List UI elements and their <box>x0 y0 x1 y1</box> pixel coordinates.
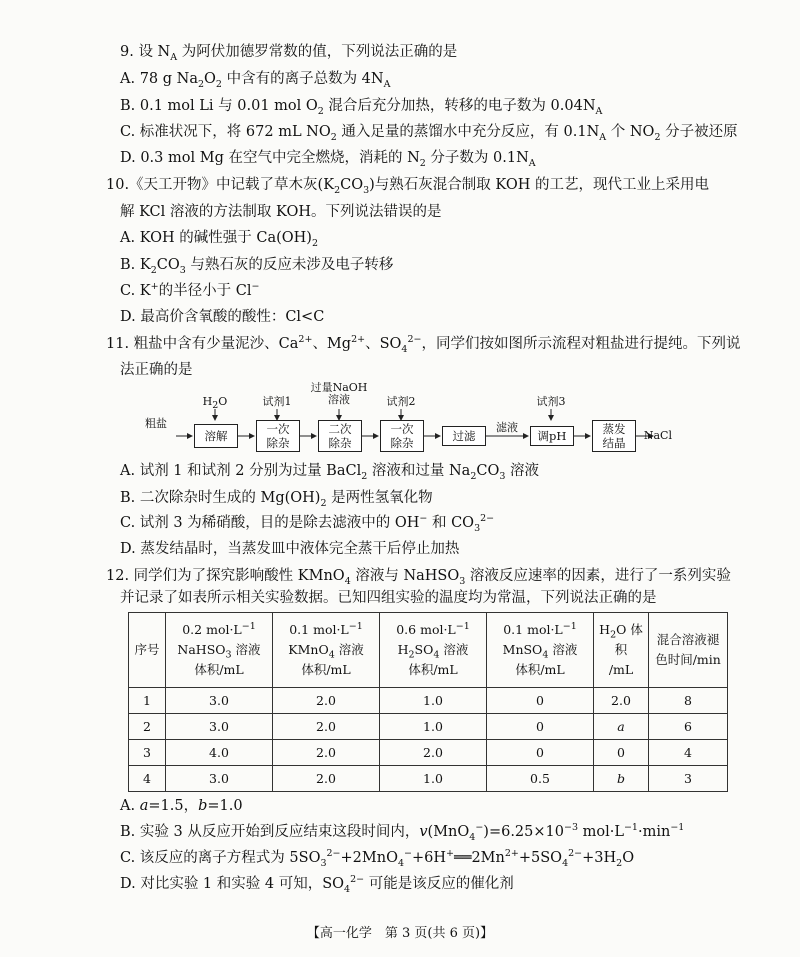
reagent-2: 试剂2 <box>386 395 416 408</box>
table-cell: 1 <box>129 688 166 714</box>
table-cell: 0 <box>487 714 594 740</box>
header-fade-time: 混合溶液褪 色时间/min <box>649 613 728 688</box>
q12-option-b: B. 实验 3 从反应开始到反应结束这段时间内，$v(MnO_4^-)=6.25\times 10^{-3}$ $mol\cdot L^{-1}\cdot\min^{-1}$ <box>120 822 685 843</box>
table-header-row <box>129 613 728 688</box>
table-cell: 1.0 <box>380 714 487 740</box>
q10-option-d: D. 最高价含氧酸的酸性：Cl<C <box>120 309 325 325</box>
table-cell: 2 <box>129 714 166 740</box>
page-footer: 【高一化学 第 3 页(共 6 页)】 <box>306 926 494 941</box>
reagent-water: $H_2O$ <box>202 395 228 412</box>
reagent-1: 试剂1 <box>262 395 292 408</box>
table-cell: 0.5 <box>487 766 594 792</box>
reagent-3: 试剂3 <box>536 395 566 408</box>
flow-box-second-purify: 二次 除杂 <box>318 420 362 452</box>
table-cell: 2.0 <box>273 740 380 766</box>
flow-input-label: 粗盐 <box>145 417 167 430</box>
header-nahso3: 0.2 $mol\cdot L^{-1}$ NaHSO$_3$ 溶液 体积/mL <box>166 613 273 688</box>
table-cell: 2.0 <box>273 688 380 714</box>
table-cell: 3.0 <box>166 766 273 792</box>
flow-box-evaporate: 蒸发 结晶 <box>592 420 636 452</box>
experiment-data-table <box>128 612 728 792</box>
flow-output-label: NaCl <box>643 429 672 442</box>
q9-option-d: D. 0.3 mol Mg 在空气中完全燃烧，消耗的 $N_2$ 分子数为 $0.1N_A$ <box>120 150 536 169</box>
q10-option-a: A. KOH 的碱性强于 $Ca(OH)_2$ <box>120 230 319 249</box>
flow-box-adjust-ph: 调pH <box>530 426 574 446</box>
table-row <box>129 740 728 766</box>
q9-option-c: C. 标准状况下，将 672 mL $NO_2$ 通入足量的蒸馏水中充分反应，有 $0.1N_A$ 个 $NO_2$ 分子被还原 <box>120 124 738 143</box>
header-mnso4: 0.1 $mol\cdot L^{-1}$ MnSO$_4$ 溶液 体积/mL <box>487 613 594 688</box>
table-cell: 0 <box>594 740 649 766</box>
q10-stem-line2: 解 KCl 溶液的方法制取 KOH。下列说法错误的是 <box>120 204 442 220</box>
q9-option-b: B. 0.1 mol Li 与 0.01 mol $O_2$ 混合后充分加热，转移的电子数为 $0.04N_A$ <box>120 98 603 117</box>
header-h2so4: 0.6 $mol\cdot L^{-1}$ $H_2SO_4$ 溶液 体积/mL <box>380 613 487 688</box>
table-cell: 2.0 <box>273 766 380 792</box>
q10-option-b: B. $K_2CO_3$ 与熟石灰的反应未涉及电子转移 <box>120 257 394 276</box>
table-cell: 2.0 <box>380 740 487 766</box>
table-cell: 6 <box>649 714 728 740</box>
header-kmno4: 0.1 $mol\cdot L^{-1}$ KMnO$_4$ 溶液 体积/mL <box>273 613 380 688</box>
table-cell: b <box>594 766 649 792</box>
q11-option-d: D. 蒸发结晶时，当蒸发皿中液体完全蒸干后停止加热 <box>120 541 460 557</box>
table-cell: 4 <box>649 740 728 766</box>
table-cell: 4 <box>129 766 166 792</box>
flow-box-filter: 过滤 <box>442 426 486 446</box>
q12-stem-line2: 并记录了如表所示相关实验数据。已知四组实验的温度均为常温，下列说法正确的是 <box>120 590 657 606</box>
table-row <box>129 766 728 792</box>
table-cell: 1.0 <box>380 688 487 714</box>
table-cell: 3.0 <box>166 714 273 740</box>
q12-option-d: D. 对比实验 1 和实验 4 可知，$SO_4^{2-}$ 可能是该反应的催化剂 <box>120 874 514 895</box>
reagent-naoh: 过量NaOH 溶液 <box>310 381 368 406</box>
q11-option-a: A. 试剂 1 和试剂 2 分别为过量 BaCl$_2$ 溶液和过量 $Na_2CO_3$ 溶液 <box>120 463 540 482</box>
filtrate-label: 滤液 <box>496 421 518 434</box>
q9-option-a: A. 78 g $Na_2O_2$ 中含有的离子总数为 $4N_A$ <box>120 71 391 90</box>
table-row <box>129 714 728 740</box>
q11-stem-line2: 法正确的是 <box>120 362 193 378</box>
q12-option-a: A. a=1.5，b=1.0 <box>120 798 243 814</box>
table-cell: 0 <box>487 688 594 714</box>
table-cell: 2.0 <box>273 714 380 740</box>
q9-stem: 9. 设 $N_A$ 为阿伏加德罗常数的值，下列说法正确的是 <box>120 44 458 63</box>
q10-option-c: C. K+的半径小于 Cl− <box>120 281 260 299</box>
header-index: 序号 <box>129 613 166 688</box>
table-cell: 4.0 <box>166 740 273 766</box>
table-cell: 3.0 <box>166 688 273 714</box>
table-cell: a <box>594 714 649 740</box>
table-row <box>129 688 728 714</box>
q12-option-c: C. 该反应的离子方程式为 $5SO_3^{2-}+2MnO_4^-+6H^+══2Mn^{2+}+5SO_4^{2-}+3H_2O$ <box>120 848 635 869</box>
table-cell: 8 <box>649 688 728 714</box>
purification-flowchart <box>145 376 672 456</box>
q12-stem-line1: 12. 同学们为了探究影响酸性 KMnO$_4$ 溶液与 NaHSO$_3$ 溶液反应速率的因素，进行了一系列实验 <box>106 568 731 587</box>
flow-box-first-purify: 一次 除杂 <box>256 420 300 452</box>
flow-box-dissolve: 溶解 <box>194 424 238 448</box>
q11-option-c: C. 试剂 3 为稀硝酸，目的是除去滤液中的 OH− 和 $CO_3^{2-}$ <box>120 513 495 534</box>
flow-box-third-purify: 一次 除杂 <box>380 420 424 452</box>
table-cell: 3 <box>129 740 166 766</box>
q11-option-b: B. 二次除杂时生成的 $Mg(OH)_2$ 是两性氢氧化物 <box>120 490 433 509</box>
table-cell: 0 <box>487 740 594 766</box>
table-cell: 2.0 <box>594 688 649 714</box>
q10-stem-line1: 10.《天工开物》中记载了草木灰$(K_2CO_3)$与熟石灰混合制取 KOH 的工艺，现代工业上采用电 <box>106 177 709 196</box>
q11-stem-line1: 11. 粗盐中含有少量泥沙、$Ca^{2+}$、$Mg^{2+}$、$SO_4^{2-}$，同学们按如图所示流程对粗盐进行提纯。下列说 <box>106 334 741 355</box>
table-cell: 1.0 <box>380 766 487 792</box>
table-cell: 3 <box>649 766 728 792</box>
header-water: $H_2O$ 体积 /mL <box>594 613 649 688</box>
